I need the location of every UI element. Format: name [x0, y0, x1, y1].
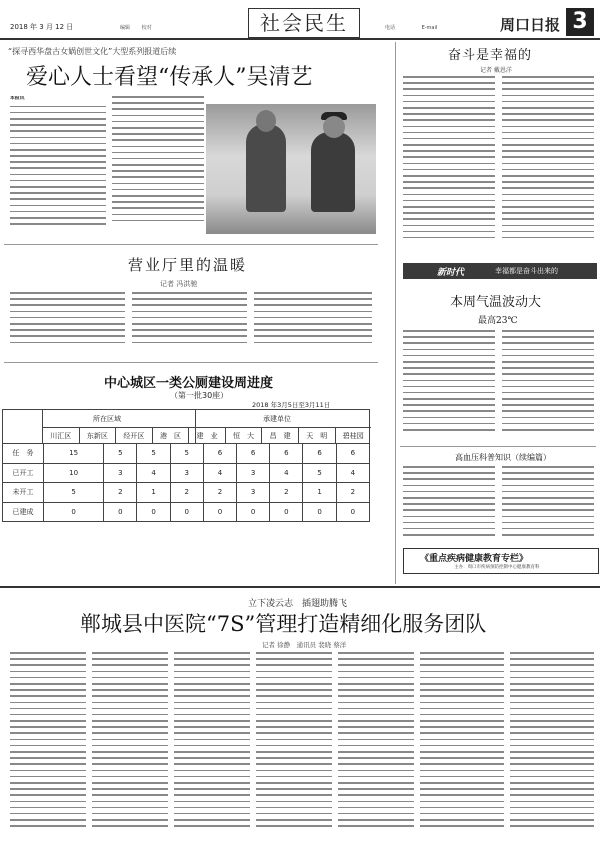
article1-title: 爱心人士看望“传承人”吴清艺 — [26, 65, 313, 90]
article2-body-col1 — [10, 292, 125, 354]
table-cell: 4 — [137, 463, 170, 483]
right1-title: 奋斗是幸福的 — [448, 48, 533, 63]
table-cell: 1 — [137, 483, 170, 503]
table-cell: 2 — [270, 483, 303, 503]
page-header — [0, 0, 600, 40]
article1-body-col1 — [10, 96, 106, 236]
bottom-byline: 记者 徐静 通讯员 裴晓 蔡洋 — [262, 641, 347, 649]
bottom-body-col4 — [256, 652, 332, 840]
table-cell: 3 — [104, 463, 137, 483]
table-row — [3, 463, 370, 483]
article1-photo — [206, 104, 376, 234]
article1-kicker: “探寻西华盘古女娲创世文化”大型系列报道后续 — [8, 47, 177, 56]
health-title: 高血压科普知识（续编篇） — [455, 453, 551, 462]
banner-label: 新时代 — [437, 268, 465, 278]
table-subtitle: （第一批30座） — [170, 391, 229, 400]
table-cell: 5 — [303, 463, 336, 483]
table-cell: 3 — [170, 463, 203, 483]
table-cell: 6 — [237, 444, 270, 464]
health-column-box — [403, 548, 599, 574]
column-divider — [395, 42, 396, 584]
table-title: 中心城区一类公厕建设周进度 — [104, 376, 274, 391]
bottom-body-col2 — [92, 652, 168, 840]
page-number: 3 — [566, 8, 594, 36]
table-cell: 0 — [303, 502, 336, 522]
divider — [4, 362, 378, 363]
column-header: 碧桂园 — [342, 432, 364, 440]
column-header: 昌 建 — [262, 428, 299, 444]
column-header: 恒 大 — [226, 428, 263, 444]
bottom-body-col1 — [10, 652, 86, 840]
table-cell: 6 — [303, 444, 336, 464]
weather-body-col2 — [502, 330, 594, 442]
article2-byline: 记者 冯洪驰 — [160, 280, 198, 288]
column-header: 建 业 — [189, 428, 226, 444]
table-cell: 0 — [336, 502, 369, 522]
table-cell: 10 — [44, 463, 104, 483]
right1-byline: 记者 戴恩洋 — [480, 67, 512, 74]
table-cell: 4 — [203, 463, 236, 483]
editor-info: 编辑 校对 — [120, 25, 152, 31]
section-title: 社会民生 — [248, 8, 360, 38]
table-header — [2, 409, 370, 443]
table-date-range: 2018 年3月5日至3月11日 — [252, 401, 331, 409]
bottom-body-col3 — [174, 652, 250, 840]
health-box-sub: 主办：周口市疾病预防控制中心健康教育科 — [454, 565, 540, 570]
issue-date: 2018 年 3 月 12 日 — [10, 23, 74, 31]
table-cell: 0 — [237, 502, 270, 522]
bottom-body-col5 — [338, 652, 414, 840]
table-cell: 6 — [270, 444, 303, 464]
divider — [4, 244, 378, 245]
table-cell: 0 — [170, 502, 203, 522]
right1-body-col2 — [502, 76, 594, 256]
table-cell: 3 — [237, 483, 270, 503]
weather-subtitle: 最高23℃ — [478, 316, 518, 326]
table-cell: 0 — [270, 502, 303, 522]
photo-person-left — [246, 124, 286, 212]
bottom-kicker: 立下凌云志 插翅助腾飞 — [248, 599, 348, 609]
header-rule — [0, 38, 600, 40]
article2-title: 营业厅里的温暖 — [128, 256, 248, 274]
table-row — [3, 502, 370, 522]
progress-table — [2, 443, 370, 522]
photo-person-right — [311, 132, 355, 212]
table-cell: 0 — [137, 502, 170, 522]
banner-slogan: 幸福都是奋斗出来的 — [495, 267, 558, 275]
table-cell: 6 — [336, 444, 369, 464]
column-header: 经开区 — [116, 428, 153, 444]
column-header: 港 区 — [153, 428, 190, 444]
column-header: 天 明 — [299, 428, 336, 444]
row-label: 已建成 — [3, 502, 44, 522]
table-cell: 4 — [336, 463, 369, 483]
table-cell: 2 — [170, 483, 203, 503]
table-cell: 5 — [104, 444, 137, 464]
article2-body-col3 — [254, 292, 372, 354]
column-header: 川汇区 — [43, 428, 80, 444]
bottom-body-col6 — [420, 652, 504, 840]
article1-body-col2 — [112, 96, 204, 236]
table-cell: 6 — [203, 444, 236, 464]
table-cell: 2 — [203, 483, 236, 503]
row-label: 已开工 — [3, 463, 44, 483]
table-cell: 15 — [44, 444, 104, 464]
table-cell: 1 — [303, 483, 336, 503]
row-label: 未开工 — [3, 483, 44, 503]
article1-byline: 本报讯 — [10, 96, 25, 101]
table-cell: 2 — [336, 483, 369, 503]
table-cell: 5 — [137, 444, 170, 464]
group-builder-label: 承建单位 — [263, 415, 291, 423]
table-column-headers — [43, 428, 371, 444]
row-label: 任 务 — [3, 444, 44, 464]
new-era-banner — [403, 263, 597, 279]
bottom-body-col7 — [510, 652, 594, 840]
column-header: 东新区 — [80, 428, 117, 444]
bottom-title: 郸城县中医院“7S”管理打造精细化服务团队 — [80, 612, 487, 636]
table-cell: 3 — [237, 463, 270, 483]
table-cell: 0 — [203, 502, 236, 522]
table-cell: 2 — [104, 483, 137, 503]
divider — [400, 446, 596, 447]
table-cell: 5 — [44, 483, 104, 503]
table-row — [3, 444, 370, 464]
newspaper-logo: 周口日报 — [500, 16, 561, 34]
contact-info: 电话 E-mail — [385, 25, 438, 31]
table-cell: 0 — [104, 502, 137, 522]
article2-body-col2 — [132, 292, 247, 354]
weather-body-col1 — [403, 330, 495, 442]
weather-title: 本周气温波动大 — [450, 295, 542, 310]
table-cell: 0 — [44, 502, 104, 522]
right1-body-col1 — [403, 76, 495, 256]
table-cell: 5 — [170, 444, 203, 464]
health-body-col2 — [502, 466, 594, 544]
group-region-label: 所在区域 — [93, 415, 121, 423]
bottom-rule — [0, 586, 600, 588]
table-cell: 4 — [270, 463, 303, 483]
health-box-title: 《重点疾病健康教育专栏》 — [420, 554, 529, 564]
table-row — [3, 483, 370, 503]
health-body-col1 — [403, 466, 495, 544]
